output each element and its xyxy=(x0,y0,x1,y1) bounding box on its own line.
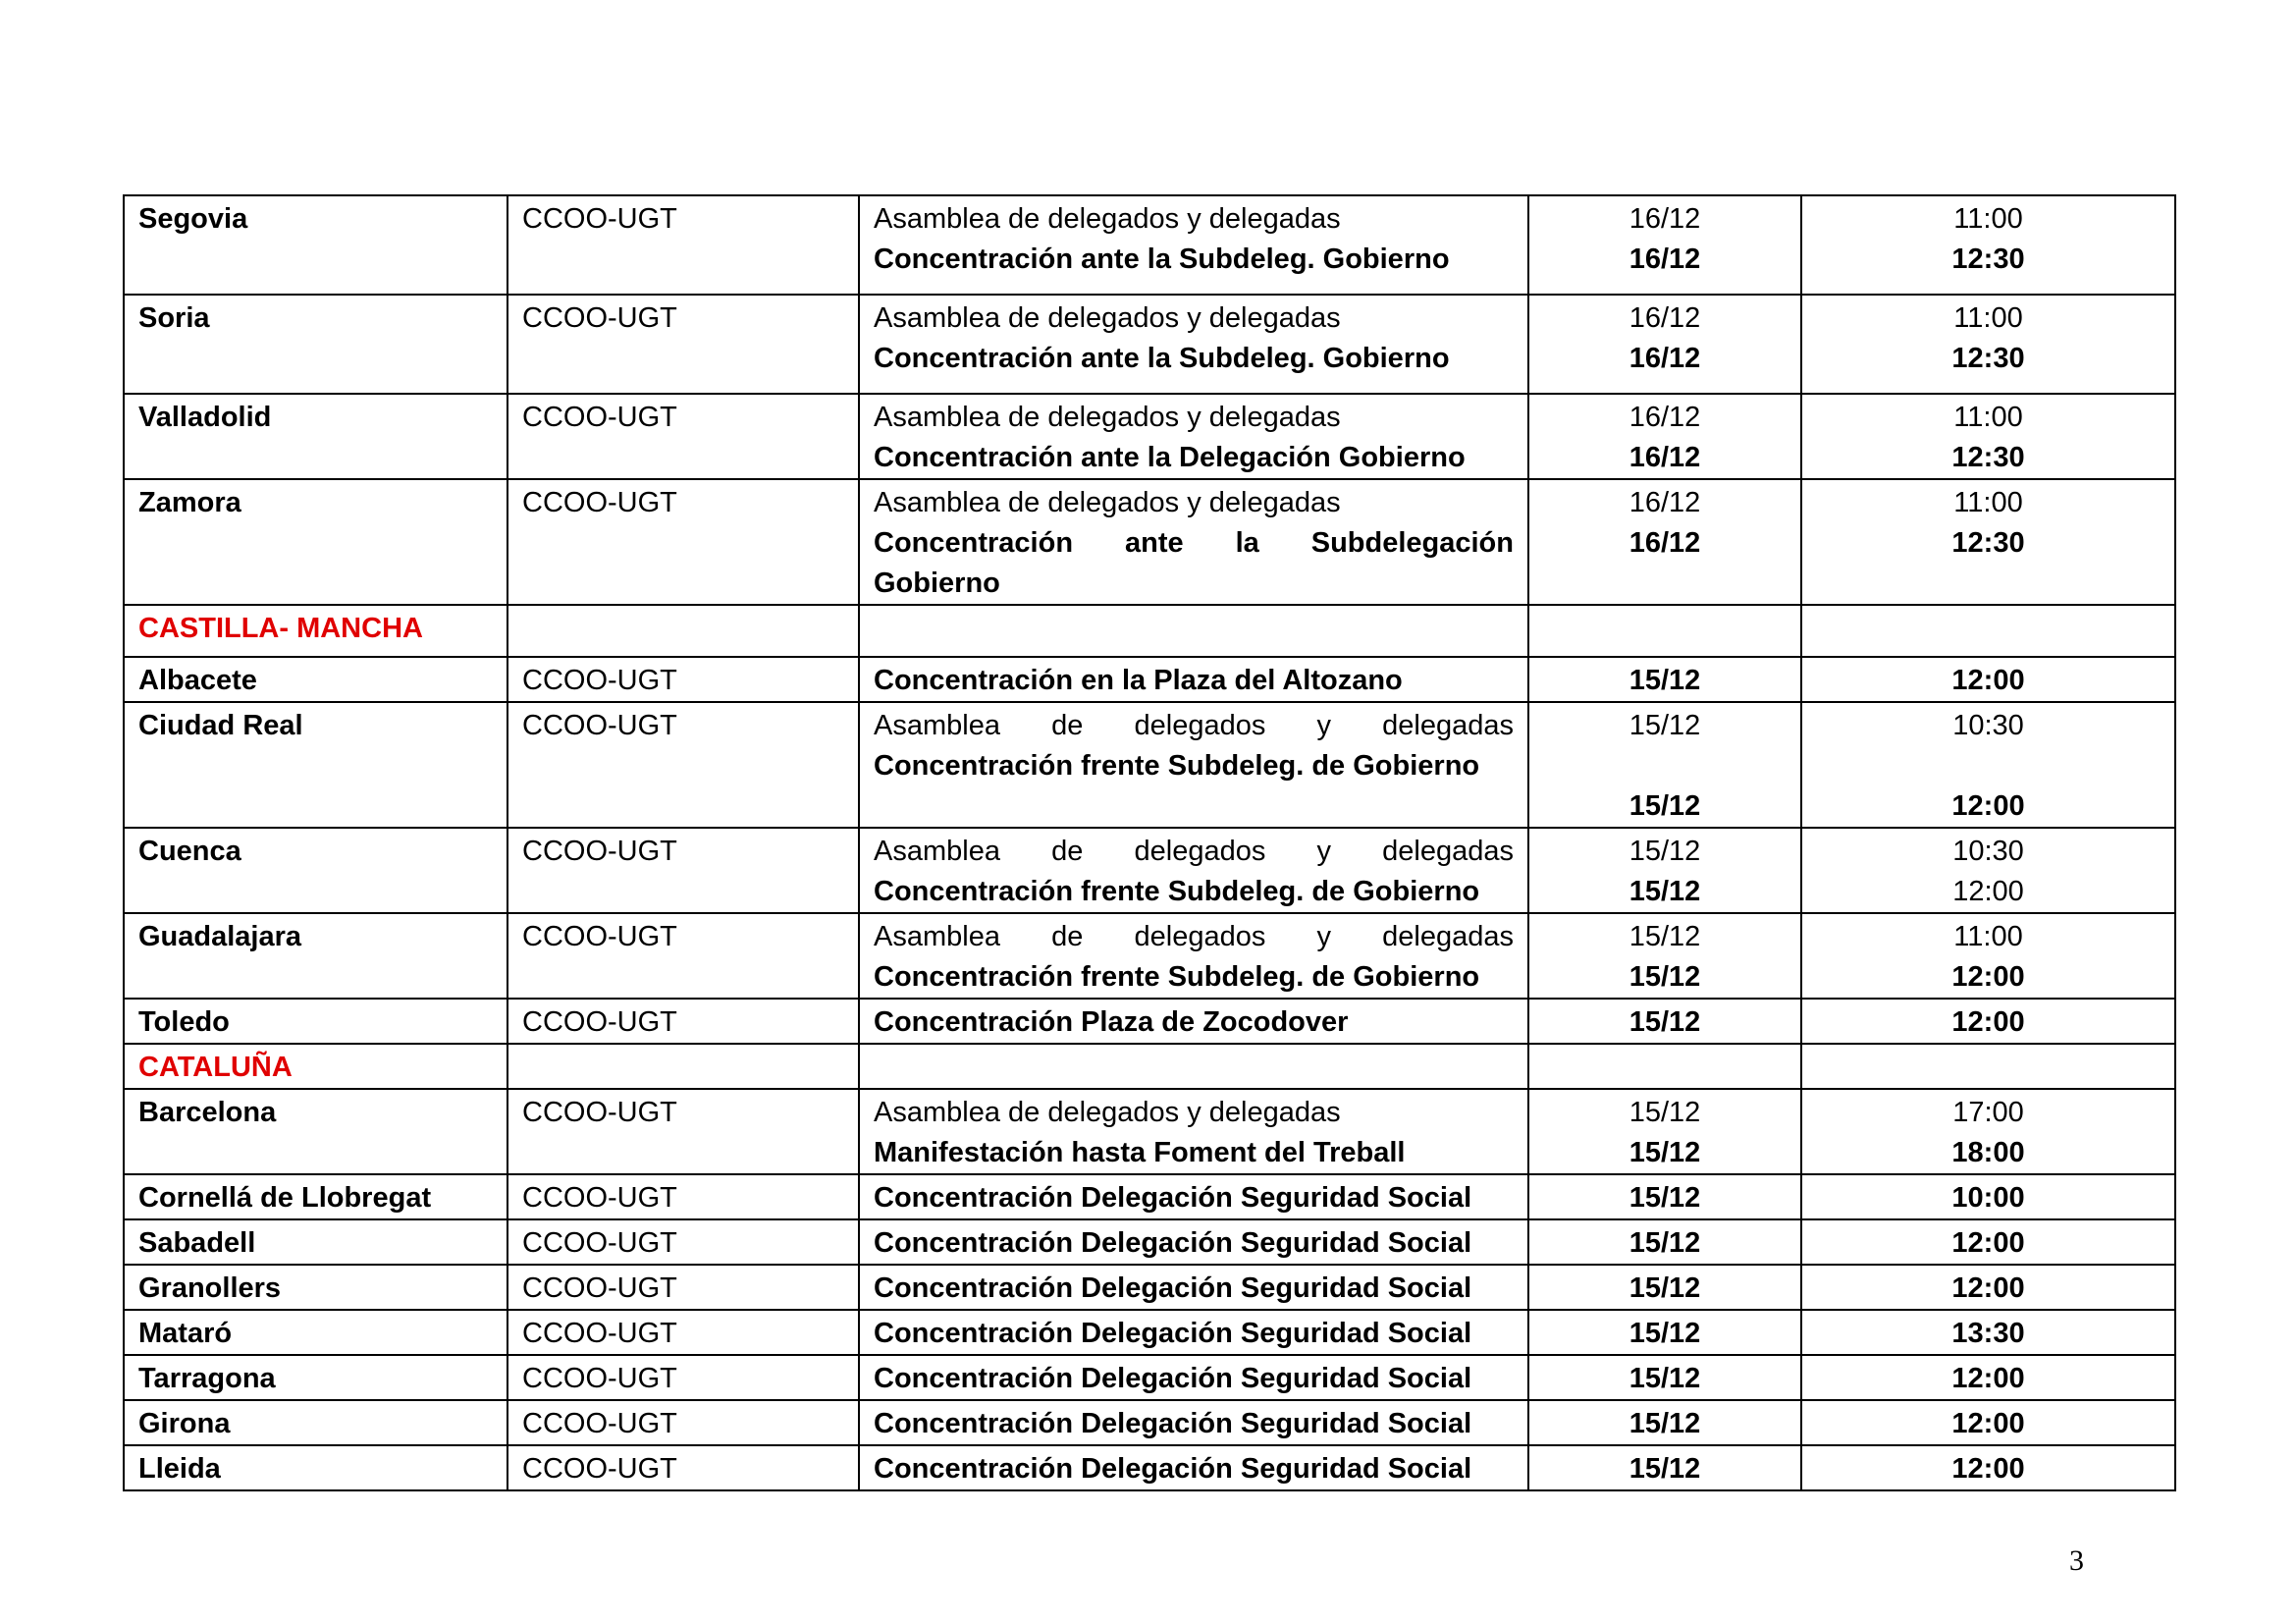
activity-line: Asamblea de delegados y delegadas xyxy=(874,402,1341,433)
time-cell xyxy=(1801,394,2175,479)
date-cell xyxy=(1528,1445,1801,1490)
activity-line: Asamblea de delegados y delegadas xyxy=(874,836,1514,867)
union-cell: CCOO-UGT xyxy=(507,828,859,913)
activity-cell xyxy=(859,1310,1528,1355)
activity-line: Concentración Delegación Seguridad Social xyxy=(874,1408,1472,1439)
city-cell: Cornellá de Llobregat xyxy=(124,1174,507,1219)
activity-cell xyxy=(859,657,1528,702)
activity-line: Concentración ante la Delegación Gobierno xyxy=(874,442,1466,473)
activity-line: Concentración ante la Subdelegación xyxy=(874,527,1514,559)
date-cell xyxy=(1528,702,1801,828)
time-line: 12:00 xyxy=(1951,665,2025,696)
time-cell xyxy=(1801,1265,2175,1310)
city-cell: Segovia xyxy=(124,195,507,295)
date-cell xyxy=(1528,1400,1801,1445)
activity-line: Concentración Delegación Seguridad Social xyxy=(874,1363,1472,1394)
date-line: 15/12 xyxy=(1629,876,1701,907)
table-row xyxy=(124,999,2175,1044)
union-cell: CCOO-UGT xyxy=(507,479,859,605)
date-line: 15/12 xyxy=(1629,1408,1701,1439)
date-cell xyxy=(1528,1355,1801,1400)
time-line xyxy=(1816,746,2161,786)
date-line: 15/12 xyxy=(1629,790,1701,822)
activity-line: Concentración Delegación Seguridad Social xyxy=(874,1227,1472,1259)
date-line: 16/12 xyxy=(1629,527,1701,559)
table-row xyxy=(124,1355,2175,1400)
date-cell xyxy=(1528,913,1801,999)
table-row xyxy=(124,1219,2175,1265)
date-cell xyxy=(1528,1219,1801,1265)
activity-line: Concentración en la Plaza del Altozano xyxy=(874,665,1403,696)
union-cell: CCOO-UGT xyxy=(507,999,859,1044)
time-cell xyxy=(1801,999,2175,1044)
table-row xyxy=(124,1445,2175,1490)
time-cell xyxy=(1801,1355,2175,1400)
city-cell: Cuenca xyxy=(124,828,507,913)
activity-cell xyxy=(859,1265,1528,1310)
time-cell xyxy=(1801,295,2175,394)
time-line: 11:00 xyxy=(1953,487,2023,518)
table-row xyxy=(124,1310,2175,1355)
activity-cell xyxy=(859,1355,1528,1400)
region-header-row xyxy=(124,1044,2175,1089)
date-line: 16/12 xyxy=(1629,487,1701,518)
time-line: 12:00 xyxy=(1951,1272,2025,1304)
table-row xyxy=(124,1089,2175,1174)
city-cell: Barcelona xyxy=(124,1089,507,1174)
date-line: 15/12 xyxy=(1629,1363,1701,1394)
union-cell: CCOO-UGT xyxy=(507,1089,859,1174)
time-cell xyxy=(1801,1219,2175,1265)
activity-line: Concentración ante la Subdeleg. Gobierno xyxy=(874,343,1450,374)
activity-cell xyxy=(859,1089,1528,1174)
table-row xyxy=(124,702,2175,828)
union-cell: CCOO-UGT xyxy=(507,1174,859,1219)
time-cell xyxy=(1801,1400,2175,1445)
date-line: 16/12 xyxy=(1629,302,1701,334)
date-line: 16/12 xyxy=(1629,243,1701,275)
union-cell: CCOO-UGT xyxy=(507,1310,859,1355)
table-row xyxy=(124,394,2175,479)
time-line: 12:00 xyxy=(1951,1227,2025,1259)
time-line: 12:30 xyxy=(1951,442,2025,473)
date-line: 15/12 xyxy=(1629,1006,1701,1038)
date-line: 15/12 xyxy=(1629,1272,1701,1304)
time-line: 12:00 xyxy=(1951,790,2025,822)
activity-line: Asamblea de delegados y delegadas xyxy=(874,921,1514,952)
table-row xyxy=(124,1174,2175,1219)
time-cell xyxy=(1801,913,2175,999)
date-line: 15/12 xyxy=(1629,1182,1701,1214)
empty-cell xyxy=(1528,605,1801,657)
activity-line: Asamblea de delegados y delegadas xyxy=(874,710,1514,741)
city-cell: Sabadell xyxy=(124,1219,507,1265)
city-cell: Albacete xyxy=(124,657,507,702)
empty-cell xyxy=(859,605,1528,657)
date-line: 15/12 xyxy=(1629,1137,1701,1168)
activity-line: Concentración Delegación Seguridad Social xyxy=(874,1272,1472,1304)
activity-line: Gobierno xyxy=(874,568,1000,599)
time-line: 10:00 xyxy=(1951,1182,2025,1214)
region-header-row xyxy=(124,605,2175,657)
activity-cell xyxy=(859,1445,1528,1490)
time-line: 11:00 xyxy=(1953,921,2023,952)
table-row xyxy=(124,295,2175,394)
activity-cell xyxy=(859,913,1528,999)
union-cell: CCOO-UGT xyxy=(507,1445,859,1490)
time-line: 11:00 xyxy=(1953,402,2023,433)
time-line: 12:00 xyxy=(1951,1363,2025,1394)
city-cell: Lleida xyxy=(124,1445,507,1490)
city-cell: Ciudad Real xyxy=(124,702,507,828)
time-line: 12:00 xyxy=(1951,961,2025,993)
time-line: 10:30 xyxy=(1952,710,2024,741)
time-line: 12:00 xyxy=(1951,1006,2025,1038)
activity-line: Manifestación hasta Foment del Treball xyxy=(874,1137,1406,1168)
date-line: 15/12 xyxy=(1629,1453,1701,1485)
table-row xyxy=(124,1265,2175,1310)
date-cell xyxy=(1528,1310,1801,1355)
activity-cell xyxy=(859,394,1528,479)
activity-line: Asamblea de delegados y delegadas xyxy=(874,203,1341,235)
city-cell: Zamora xyxy=(124,479,507,605)
time-line: 12:30 xyxy=(1951,343,2025,374)
union-cell: CCOO-UGT xyxy=(507,702,859,828)
activity-cell xyxy=(859,702,1528,828)
union-cell: CCOO-UGT xyxy=(507,1400,859,1445)
date-line xyxy=(1543,746,1787,786)
date-line: 16/12 xyxy=(1629,203,1701,235)
activity-cell xyxy=(859,295,1528,394)
time-cell xyxy=(1801,1089,2175,1174)
activity-line: Asamblea de delegados y delegadas xyxy=(874,1097,1341,1128)
union-cell: CCOO-UGT xyxy=(507,195,859,295)
events-table xyxy=(123,194,2176,1491)
date-cell xyxy=(1528,394,1801,479)
activity-cell xyxy=(859,1174,1528,1219)
time-cell xyxy=(1801,1174,2175,1219)
time-line: 10:30 xyxy=(1952,836,2024,867)
table-row xyxy=(124,657,2175,702)
date-cell xyxy=(1528,295,1801,394)
date-line: 16/12 xyxy=(1629,402,1701,433)
time-cell xyxy=(1801,657,2175,702)
time-line: 12:00 xyxy=(1952,876,2024,907)
time-line: 12:30 xyxy=(1951,243,2025,275)
table-row xyxy=(124,828,2175,913)
time-cell xyxy=(1801,195,2175,295)
table-row xyxy=(124,913,2175,999)
activity-cell xyxy=(859,479,1528,605)
union-cell: CCOO-UGT xyxy=(507,1355,859,1400)
region-name: CATALUÑA xyxy=(124,1044,507,1089)
table-row xyxy=(124,195,2175,295)
date-cell xyxy=(1528,999,1801,1044)
union-cell: CCOO-UGT xyxy=(507,1219,859,1265)
date-line: 15/12 xyxy=(1629,710,1701,741)
events-table-body xyxy=(124,195,2175,1490)
date-cell xyxy=(1528,479,1801,605)
empty-cell xyxy=(1528,1044,1801,1089)
date-line: 16/12 xyxy=(1629,442,1701,473)
date-cell xyxy=(1528,195,1801,295)
date-cell xyxy=(1528,828,1801,913)
empty-cell xyxy=(507,605,859,657)
time-line: 13:30 xyxy=(1951,1318,2025,1349)
table-row xyxy=(124,1400,2175,1445)
table-row xyxy=(124,479,2175,605)
activity-line: Asamblea de delegados y delegadas xyxy=(874,487,1341,518)
date-line: 16/12 xyxy=(1629,343,1701,374)
union-cell: CCOO-UGT xyxy=(507,913,859,999)
activity-line: Concentración frente Subdeleg. de Gobierno xyxy=(874,876,1480,907)
city-cell: Tarragona xyxy=(124,1355,507,1400)
time-line: 12:00 xyxy=(1951,1453,2025,1485)
city-cell: Granollers xyxy=(124,1265,507,1310)
time-cell xyxy=(1801,479,2175,605)
date-cell xyxy=(1528,1174,1801,1219)
date-line: 15/12 xyxy=(1629,836,1701,867)
time-line: 18:00 xyxy=(1951,1137,2025,1168)
date-cell xyxy=(1528,1265,1801,1310)
date-line: 15/12 xyxy=(1629,1097,1701,1128)
time-line: 12:30 xyxy=(1951,527,2025,559)
empty-cell xyxy=(1801,605,2175,657)
activity-line: Concentración Delegación Seguridad Social xyxy=(874,1453,1472,1485)
activity-cell xyxy=(859,195,1528,295)
page-number: 3 xyxy=(2069,1544,2084,1577)
activity-line: Concentración frente Subdeleg. de Gobierno xyxy=(874,961,1480,993)
activity-cell xyxy=(859,828,1528,913)
empty-cell xyxy=(507,1044,859,1089)
city-cell: Valladolid xyxy=(124,394,507,479)
time-cell xyxy=(1801,828,2175,913)
empty-cell xyxy=(1801,1044,2175,1089)
activity-cell xyxy=(859,999,1528,1044)
date-line: 15/12 xyxy=(1629,665,1701,696)
date-line: 15/12 xyxy=(1629,921,1701,952)
time-line: 17:00 xyxy=(1952,1097,2024,1128)
time-cell xyxy=(1801,1445,2175,1490)
date-line: 15/12 xyxy=(1629,1227,1701,1259)
activity-line: Asamblea de delegados y delegadas xyxy=(874,302,1341,334)
activity-line: Concentración frente Subdeleg. de Gobierno xyxy=(874,750,1480,782)
date-cell xyxy=(1528,1089,1801,1174)
city-cell: Mataró xyxy=(124,1310,507,1355)
union-cell: CCOO-UGT xyxy=(507,394,859,479)
region-name: CASTILLA- MANCHA xyxy=(124,605,507,657)
activity-line: Concentración Plaza de Zocodover xyxy=(874,1006,1349,1038)
activity-line: Concentración Delegación Seguridad Social xyxy=(874,1318,1472,1349)
city-cell: Toledo xyxy=(124,999,507,1044)
date-cell xyxy=(1528,657,1801,702)
city-cell: Guadalajara xyxy=(124,913,507,999)
union-cell: CCOO-UGT xyxy=(507,295,859,394)
city-cell: Soria xyxy=(124,295,507,394)
time-line: 11:00 xyxy=(1953,302,2023,334)
time-cell xyxy=(1801,702,2175,828)
date-line: 15/12 xyxy=(1629,961,1701,993)
date-line: 15/12 xyxy=(1629,1318,1701,1349)
activity-cell xyxy=(859,1400,1528,1445)
union-cell: CCOO-UGT xyxy=(507,657,859,702)
time-line: 12:00 xyxy=(1951,1408,2025,1439)
city-cell: Girona xyxy=(124,1400,507,1445)
time-cell xyxy=(1801,1310,2175,1355)
activity-cell xyxy=(859,1219,1528,1265)
activity-line: Concentración ante la Subdeleg. Gobierno xyxy=(874,243,1450,275)
time-line: 11:00 xyxy=(1953,203,2023,235)
empty-cell xyxy=(859,1044,1528,1089)
union-cell: CCOO-UGT xyxy=(507,1265,859,1310)
activity-line: Concentración Delegación Seguridad Social xyxy=(874,1182,1472,1214)
